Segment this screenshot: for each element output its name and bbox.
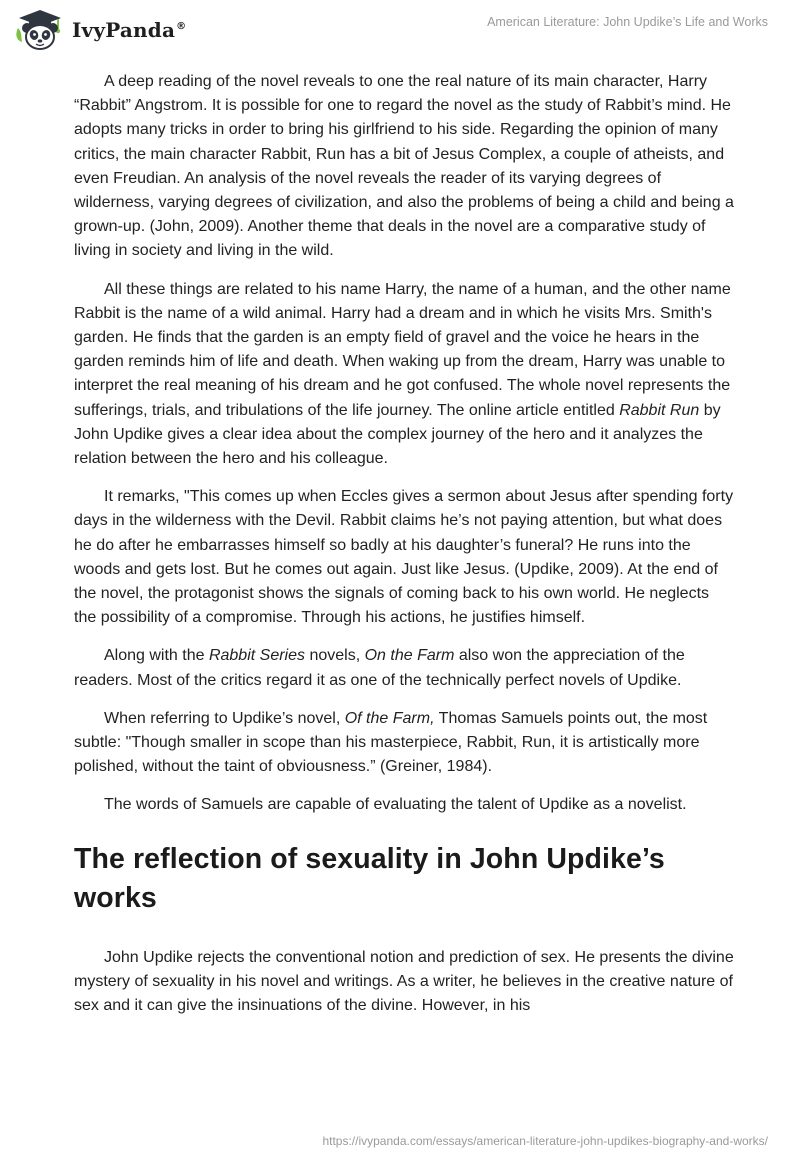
paragraph-4-italic-title-2: On the Farm — [364, 647, 455, 665]
paragraph-4 — [74, 644, 734, 692]
paragraph-4-text-end: also won the appreciation of the readers. Most of the critics regard it as one of the technically perfect novels of Updike. — [74, 647, 685, 689]
paragraph-4-text-middle: novels, — [305, 647, 365, 665]
paragraph-1: A deep reading of the novel reveals to one the real nature of its main character, Harry “Rabbit” Angstrom. It is possible for one to regard the novel as the study of Rabbit’s mind. He adopts many tricks in order to bring his girlfriend to his side. Regarding the opinion of many critics, the main character Rabbit, Run has a bit of Jesus Complex, a couple of atheists, and even Freudian. An analysis of the novel reveals the reader of its varying degrees of wilderness, varying degrees of civilization, and also the problems of being a child and being a grown-up. (John, 2009). Another theme that deals in the novel are a comparative study of living in society and living in the wild. — [74, 73, 734, 260]
ivypanda-logo[interactable] — [14, 8, 186, 52]
paragraph-2-text-end: by John Updike gives a clear idea about the complex journey of the hero and it analyzes the relation between the hero and his colleague. — [74, 401, 721, 468]
section-paragraph-1: John Updike rejects the conventional notion and prediction of sex. He presents the divine mystery of sexuality in his novel and writings. As a writer, he believes in the creative nature of sex and it can give the insinuations of the divine. However, in his — [74, 948, 734, 1015]
paragraph-3: It remarks, "This comes up when Eccles gives a sermon about Jesus after spending forty days in the wilderness with the Devil. Rabbit claims he’s not paying attention, but what does he do after he embarrasses himself so badly at his daughter’s funeral? He runs into the woods and gets lost. But he comes out again. Just like Jesus. (Updike, 2009). At the end of the novel, the protagonist shows the signals of coming back to his own world. He neglects the possibility of a compromise. Through his actions, he justifies himself. — [74, 488, 734, 627]
source-url[interactable]: https://ivypanda.com/essays/american-literature-john-updikes-biography-and-works/ — [322, 1134, 768, 1148]
essay-body — [74, 70, 734, 1032]
paragraph-4-text-start: Along with the — [104, 647, 209, 665]
panda-logo-icon — [14, 8, 66, 52]
paragraph-4-italic-title-1: Rabbit Series — [208, 647, 305, 665]
logo-wordmark: IvyPanda® — [72, 18, 187, 42]
paragraph-5-italic-title: Of the Farm, — [344, 709, 435, 727]
page-header — [0, 0, 800, 60]
paragraph-2-text-start: All these things are related to his name Harry, the name of a human, and the other name Rabbit is the name of a wild animal. Harry had a dream and in which he visits Mrs. Smith's garden. He finds that the garden is an empty field of gravel and the voice he hears in the garden reminds him of life and death. When waking up from the dream, Harry was unable to interpret the real meaning of his dream and he got confused. The whole novel represents the sufferings, trials, and tribulations of the life journey. The online article entitled — [74, 280, 731, 419]
paragraph-6: The words of Samuels are capable of evaluating the talent of Updike as a novelist. — [104, 796, 687, 814]
section-heading: The reflection of sexuality in John Updike’s works — [74, 842, 665, 914]
paragraph-5-text-end: Thomas Samuels points out, the most subtle: "Though smaller in scope than his masterpiece, Rabbit, Run, it is artistically more polished, without the taint of obviousness.” (Greiner, 1984). — [74, 709, 708, 776]
paragraph-2 — [74, 278, 734, 472]
document-title: American Literature: John Updike’s Life and Works — [487, 15, 768, 29]
paragraph-2-italic-title: Rabbit Run — [619, 401, 700, 419]
paragraph-5 — [74, 707, 734, 780]
paragraph-5-text-start: When referring to Updike’s novel, — [104, 709, 345, 727]
